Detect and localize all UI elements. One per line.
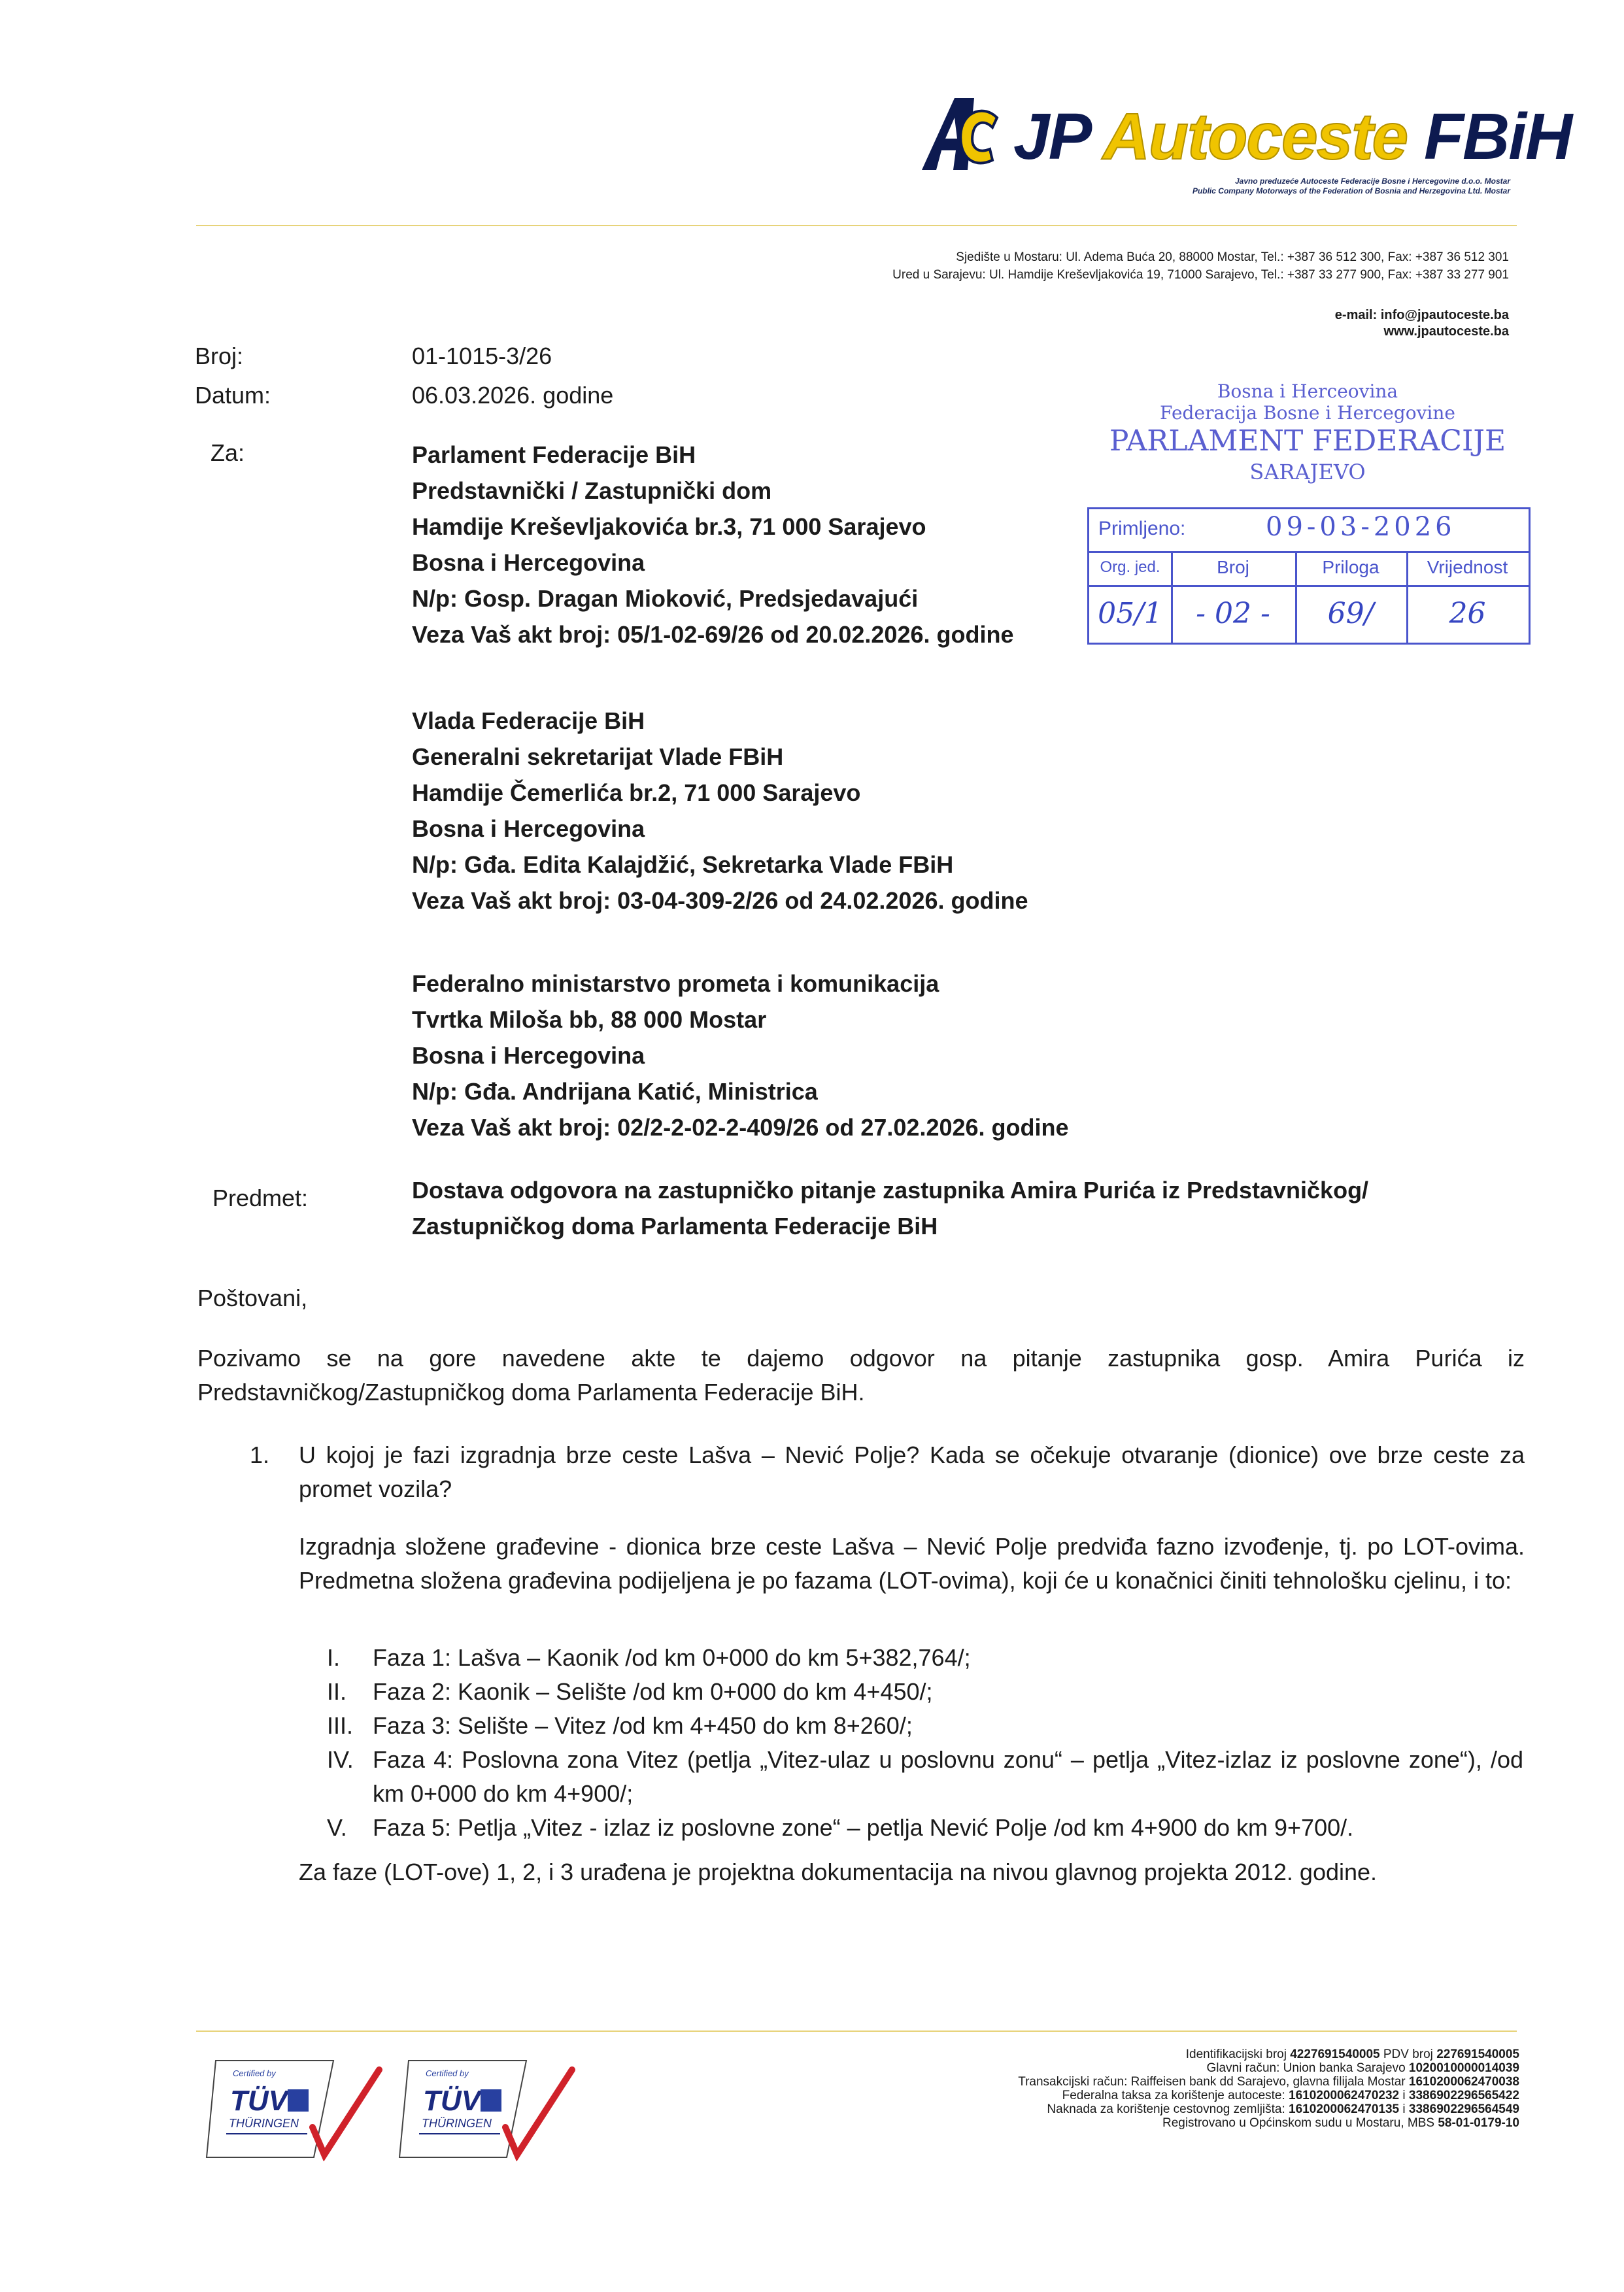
za-label: Za: [211, 439, 245, 466]
stamp-line: SARAJEVO [1249, 460, 1366, 484]
company-address [892, 248, 1509, 284]
phase-number: V. [327, 1814, 347, 1841]
stamp-value-row [1089, 585, 1529, 643]
answer-closing: Za faze (LOT-ove) 1, 2, i 3 urađena je projektna dokumentacija na nivou glavnog projekta 2012. godine. [299, 1859, 1378, 1885]
phase-number: I. [327, 1644, 341, 1671]
answer-intro: Izgradnja složene građevine - dionica brze ceste Lašva – Nević Polje predviđa fazno izvođenje, tj. po LOT-ovima. Predmetna složena građevina podijeljena je po fazama (LOT-ovima), koji će u konačnici činiti tehnološku cjelinu, i to: [299, 1533, 1525, 1594]
recipient-line: Bosna i Hercegovina [412, 815, 645, 842]
tuv-certificate-logo [396, 2057, 585, 2161]
logo-fbih: FBiH [1423, 100, 1572, 173]
company-email[interactable]: e-mail: info@jpautoceste.ba [1334, 308, 1509, 322]
address-sarajevo: Ured u Sarajevu: Ul. Hamdije Kreševljakovića 19, 71000 Sarajevo, Tel.: +387 33 277 900, Fax: +387 33 277 901 [892, 268, 1509, 282]
recipient-line: Predstavnički / Zastupnički dom [412, 477, 772, 504]
stamp-val-org: 05/1 [1089, 585, 1173, 643]
tuv-certificate-logo [203, 2057, 392, 2161]
recipient-line: Veza Vaš akt broj: 02/2-2-02-2-409/26 od 27.02.2026. godine [412, 1114, 1069, 1141]
cert-brand-text: TÜV [230, 2085, 288, 2117]
stamp-col-org: Org. jed. [1089, 551, 1173, 585]
recipient-line: Bosna i Hercegovina [412, 549, 645, 576]
bank-details [1018, 2048, 1519, 2130]
question-text: U kojoj je fazi izgradnja brze ceste Lašva – Nević Polje? Kada se očekuje otvaranje (dionice) ove brze ceste za promet vozila? [299, 1441, 1525, 1502]
recipient-line: N/p: Gđa. Edita Kalajdžić, Sekretarka Vlade FBiH [412, 851, 954, 878]
recipient-government [412, 703, 1028, 918]
bank-line: Identifikacijski broj 4227691540005 PDV broj 227691540005 [1185, 2048, 1519, 2061]
cert-sub-text: THÜRINGEN [229, 2117, 299, 2130]
phase-item [327, 1709, 1525, 1743]
phase-item [327, 1675, 1525, 1709]
intro-paragraph: Pozivamo se na gore navedene akte te dajemo odgovor na pitanje zastupnika gosp. Amira Purića iz Predstavničkog/Zastupničkog doma Parlamenta Federacije BiH. [197, 1345, 1525, 1406]
recipient-line: Vlada Federacije BiH [412, 707, 645, 734]
cert-top-text: Certified by [233, 2068, 276, 2078]
cert-brand-text: TÜV [423, 2085, 481, 2117]
parliament-stamp-header [1085, 380, 1530, 485]
recipient-line: Veza Vaš akt broj: 05/1-02-69/26 od 20.02.2026. godine [412, 621, 1014, 648]
subject-label: Predmet: [212, 1185, 309, 1211]
stamp-col-priloga: Priloga [1295, 551, 1408, 585]
stamp-line: PARLAMENT FEDERACIJE [1109, 424, 1506, 458]
logo-jp: JP [1013, 100, 1089, 173]
cert-shield-icon [288, 2089, 309, 2112]
phase-list [327, 1641, 1525, 1845]
phase-text: Faza 5: Petlja „Vitez - izlaz iz poslovne zone“ – petlja Nević Polje /od km 4+900 do km 9+700/. [373, 1814, 1354, 1841]
stamp-col-broj: Broj [1171, 551, 1297, 585]
phase-text: Faza 4: Poslovna zona Vitez (petlja „Vitez-ulaz u poslovnu zonu“ – petlja „Vitez-izlaz iz poslovne zone“), /od km 0+000 do km 4+900/; [373, 1746, 1523, 1807]
datum-value: 06.03.2026. godine [412, 382, 614, 409]
greeting: Poštovani, [197, 1285, 308, 1311]
phase-number: III. [327, 1712, 354, 1739]
footer-divider [196, 2031, 1517, 2032]
recipient-line: Hamdije Kreševljakovića br.3, 71 000 Sarajevo [412, 513, 926, 540]
company-website[interactable]: www.jpautoceste.ba [1383, 324, 1509, 339]
company-contact [1335, 307, 1509, 340]
stamp-val-priloga: 69/ [1295, 585, 1408, 643]
stamp-received-row [1089, 509, 1529, 553]
cert-top-text: Certified by [426, 2068, 469, 2078]
phase-number: II. [327, 1678, 347, 1705]
broj-label: Broj: [195, 343, 244, 369]
question-number: 1. [250, 1441, 270, 1468]
recipient-line: Veza Vaš akt broj: 03-04-309-2/26 od 24.02.2026. godine [412, 887, 1028, 914]
logo-autoceste: Autoceste [1102, 100, 1408, 173]
company-name [1013, 101, 1571, 173]
recipient-parliament [412, 437, 1013, 652]
phase-text: Faza 3: Selište – Vitez /od km 4+450 do km 8+260/; [373, 1712, 913, 1739]
phase-item [327, 1743, 1525, 1811]
broj-value: 01-1015-3/26 [412, 343, 552, 369]
recipient-line: Bosna i Hercegovina [412, 1042, 645, 1069]
phase-text: Faza 2: Kaonik – Selište /od km 0+000 do km 4+450/; [373, 1678, 933, 1705]
stamp-val-vrijednost: 26 [1449, 597, 1486, 630]
recipient-line: N/p: Gosp. Dragan Mioković, Predsjedavajući [412, 585, 919, 612]
datum-label: Datum: [195, 382, 271, 409]
bank-line: Glavni račun: Union banka Sarajevo 1020010000014039 [1206, 2061, 1519, 2075]
recipient-line: Federalno ministarstvo prometa i komunikacija [412, 970, 939, 997]
company-subtitle-bs: Javno preduzeće Autoceste Federacije Bosne i Hercegovine d.o.o. Mostar [1234, 177, 1510, 186]
received-stamp [1087, 507, 1531, 645]
stamp-val-broj: - 02 - [1171, 585, 1297, 643]
header-divider [196, 225, 1517, 226]
bank-line: Transakcijski račun: Raiffeisen bank dd Sarajevo, glavna filijala Mostar 1610200062470038 [1018, 2075, 1519, 2089]
stamp-col-vrijednost: Vrijednost [1427, 557, 1508, 577]
stamp-line: Bosna i Herceovina [1217, 380, 1398, 402]
stamp-header-row [1089, 551, 1529, 587]
cert-sub-text: THÜRINGEN [422, 2117, 492, 2130]
recipient-line: Hamdije Čemerlića br.2, 71 000 Sarajevo [412, 779, 861, 806]
bank-line: Federalna taksa za korištenje autoceste: 1610200062470232 i 3386902296565422 [1062, 2089, 1519, 2102]
recipient-line: Generalni sekretarijat Vlade FBiH [412, 743, 784, 770]
subject-text: Dostava odgovora na zastupničko pitanje zastupnika Amira Purića iz Predstavničkog/ Zastupničkog doma Parlamenta Federacije BiH [412, 1177, 1369, 1239]
phase-item [327, 1641, 1525, 1675]
bank-line: Registrovano u Općinskom sudu u Mostaru, MBS 58-01-0179-10 [1162, 2116, 1519, 2130]
phase-item [327, 1811, 1525, 1845]
address-mostar: Sjedište u Mostaru: Ul. Adema Buća 20, 88000 Mostar, Tel.: +387 36 512 300, Fax: +387 36 512 301 [956, 250, 1509, 264]
company-subtitle-en: Public Company Motorways of the Federation of Bosnia and Herzegovina Ltd. Mostar [1192, 186, 1510, 195]
recipient-ministry [412, 966, 1069, 1145]
company-logo [909, 92, 1572, 222]
phase-text: Faza 1: Lašva – Kaonik /od km 0+000 do km 5+382,764/; [373, 1644, 971, 1671]
ac-logo-icon [909, 92, 1007, 177]
bank-line: Naknada za korištenje cestovnog zemljišta: 1610200062470135 i 3386902296564549 [1047, 2102, 1519, 2116]
recipient-line: Tvrtka Miloša bb, 88 000 Mostar [412, 1006, 767, 1033]
phase-number: IV. [327, 1746, 354, 1773]
recipient-line: Parlament Federacije BiH [412, 441, 696, 468]
stamp-received-label: Primljeno: [1098, 518, 1186, 539]
cert-shield-icon [481, 2089, 501, 2112]
recipient-line: N/p: Gđa. Andrijana Katić, Ministrica [412, 1078, 818, 1105]
company-subtitle [1193, 177, 1510, 196]
stamp-received-date: 09-03-2026 [1266, 512, 1456, 542]
stamp-line: Federacija Bosne i Hercegovine [1160, 402, 1455, 424]
